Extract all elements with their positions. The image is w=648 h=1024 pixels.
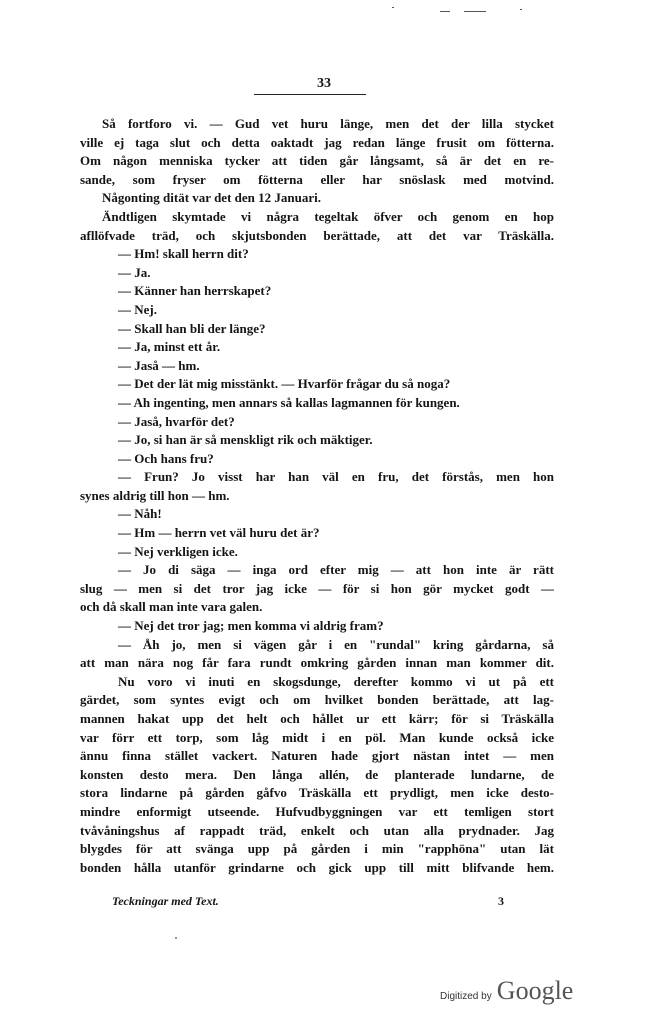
digitized-watermark bbox=[440, 976, 573, 1006]
google-logo: Google bbox=[496, 976, 574, 1005]
text-line: — Ah ingenting, men annars så kallas lagmannen för kungen. bbox=[118, 394, 460, 410]
text-line: Någonting dität var det den 12 Januari. bbox=[102, 190, 321, 206]
text-line: ville ej taga slut och detta oaktadt jag redan länge frusit om fötterna. bbox=[80, 134, 554, 150]
text-line: Nu voro vi inuti en skogsdunge, derefter kommo vi ut på ett bbox=[118, 673, 554, 689]
text-line: — Och hans fru? bbox=[118, 450, 214, 466]
signature-text: Teckningar med Text. bbox=[112, 894, 219, 908]
page-number: 33 bbox=[317, 76, 331, 91]
text-line: — Nej det tror jag; men komma vi aldrig fram? bbox=[118, 618, 384, 634]
text-line: — Skall han bli der länge? bbox=[118, 320, 266, 336]
text-line: mindre enformigt utseende. Hufvudbyggningen var ett temligen stort bbox=[80, 803, 554, 819]
text-line: tvåvåningshus af rappadt träd, enkelt och utan alla prydnader. Jag bbox=[80, 822, 554, 838]
page-footer bbox=[112, 894, 504, 910]
text-line: Om någon menniska tycker att tiden går långsamt, så är det en re- bbox=[80, 153, 554, 169]
text-line: — Åh jo, men si vägen går i en "rundal" kring gårdarna, så bbox=[118, 636, 554, 652]
text-line: synes aldrig till hon — hm. bbox=[80, 487, 230, 503]
text-line: slug — men si det tror jag icke — för si hon gör mycket godt — bbox=[80, 580, 554, 596]
text-line: stora lindarne på gården gåfvo Träskälla ett prydligt, men icke desto- bbox=[80, 785, 554, 801]
text-line: — Nåh! bbox=[118, 506, 162, 522]
text-line: — Nej. bbox=[118, 301, 157, 317]
text-line: Så fortforo vi. — Gud vet huru länge, men det der lilla stycket bbox=[102, 116, 554, 131]
text-line: — Hm — herrn vet väl huru det är? bbox=[118, 525, 320, 541]
signature-mark: 3 bbox=[498, 894, 504, 908]
text-line: att man nära nog får fara rundt omkring gården innan man kommer dit. bbox=[80, 655, 554, 671]
text-line: — Det der lät mig misstänkt. — Hvarför frågar du så noga? bbox=[118, 376, 451, 392]
text-line: — Ja, minst ett år. bbox=[118, 339, 221, 355]
text-line: — Ja. bbox=[118, 264, 151, 280]
text-line: Ändtligen skymtade vi några tegeltak öfver och genom en hop bbox=[102, 208, 554, 224]
scan-marks bbox=[380, 4, 540, 14]
text-line: — Jaså, hvarför det? bbox=[118, 413, 235, 429]
text-line: konsten desto mera. Den långa allén, de planterade lundarne, de bbox=[80, 766, 554, 782]
text-line: sande, som fryser om fötterna eller har snöslask med motvind. bbox=[80, 171, 554, 187]
text-line: afllöfvade träd, och skjutsbonden berättade, att det var Träskälla. bbox=[80, 227, 554, 243]
ink-speck bbox=[175, 937, 177, 939]
text-line: — Frun? Jo visst har han väl en fru, det förstås, men hon bbox=[118, 469, 554, 485]
digitized-by-label: Digitized by bbox=[440, 991, 492, 1002]
text-line: — Nej verkligen icke. bbox=[118, 543, 238, 559]
text-line: ännu finna stället vackert. Naturen hade gjort nästan intet — men bbox=[80, 748, 554, 764]
text-line: och då skall man inte vara galen. bbox=[80, 599, 263, 615]
text-line: — Jo di säga — inga ord efter mig — att hon inte är rätt bbox=[118, 562, 554, 578]
text-line: — Jaså — hm. bbox=[118, 357, 200, 373]
header-rule bbox=[254, 94, 366, 95]
text-line: bonden hålla utanför grindarne och gick upp till mitt blifvande hem. bbox=[80, 859, 554, 875]
text-line: var förr ett torp, som låg midt i en pöl. Man kunde också icke bbox=[80, 729, 554, 745]
text-line: mannen hakat upp det helt och hållet ur ett kärr; för si Träskälla bbox=[80, 711, 554, 726]
text-line: — Hm! skall herrn dit? bbox=[118, 246, 249, 262]
text-line: — Jo, si han är så menskligt rik och mäktiger. bbox=[118, 432, 373, 448]
text-line: gärdet, som syntes evigt och om hvilket bonden berättade, att lag- bbox=[80, 692, 554, 708]
text-line: blygdes för att svänga upp på gården i min "rapphöna" utan lät bbox=[80, 841, 554, 857]
text-line: — Känner han herrskapet? bbox=[118, 283, 272, 299]
body-text bbox=[80, 115, 554, 877]
